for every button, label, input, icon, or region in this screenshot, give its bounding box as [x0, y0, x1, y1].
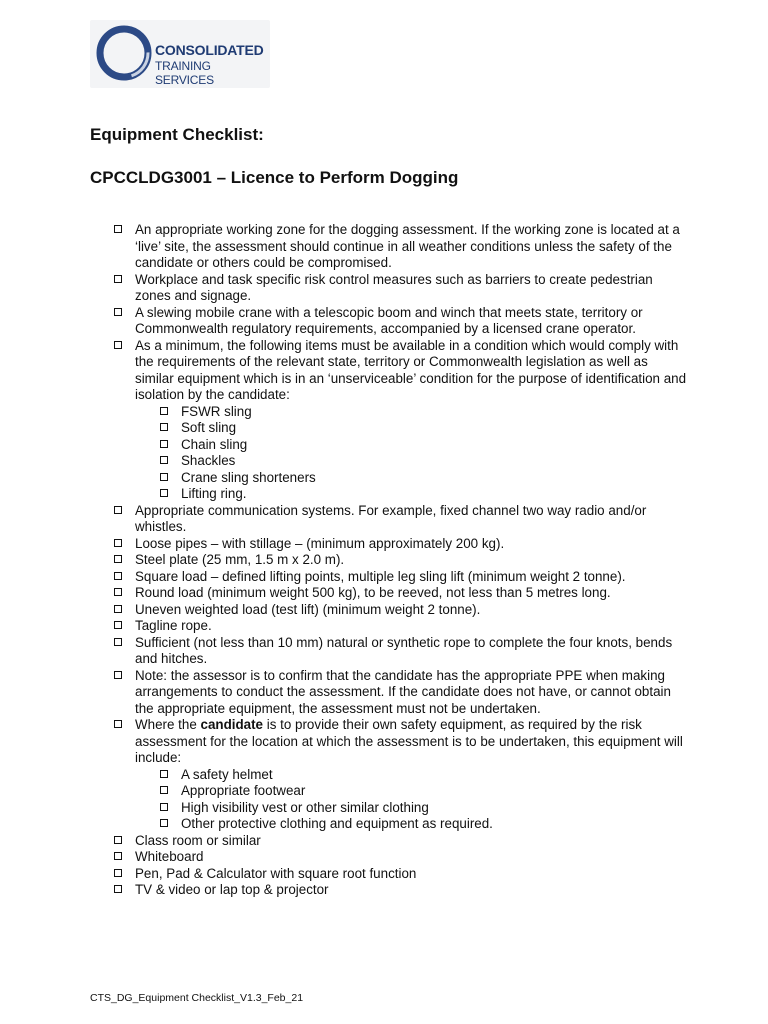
item-text: Uneven weighted load (test lift) (minimum weight 2 tonne). [135, 601, 481, 617]
ring-logo-icon [94, 22, 154, 84]
checklist-subitem [158, 486, 687, 503]
item-text: A safety helmet [181, 766, 273, 782]
checkbox-icon [114, 836, 122, 844]
checkbox-icon [114, 308, 122, 316]
item-text: Sufficient (not less than 10 mm) natural or synthetic rope to complete the four knots, bends and hitches. [135, 634, 673, 666]
page-title: Equipment Checklist: [90, 125, 264, 144]
checkbox-icon [114, 225, 122, 233]
item-text: Whiteboard [135, 849, 204, 864]
checklist-subitem [158, 453, 687, 470]
checkbox-icon [114, 852, 122, 860]
checklist-subitem [158, 404, 687, 421]
checkbox-icon [160, 819, 168, 827]
checklist-item [112, 305, 687, 338]
checkbox-icon [114, 885, 122, 893]
checklist-item [112, 585, 687, 602]
checkbox-icon [160, 489, 168, 497]
checkbox-icon [114, 720, 122, 728]
equipment-checklist [112, 222, 687, 899]
checklist-item [112, 536, 687, 553]
checkbox-icon [114, 605, 122, 613]
checkbox-icon [160, 456, 168, 464]
checklist-item [112, 552, 687, 569]
checklist-item [112, 882, 687, 899]
checkbox-icon [160, 786, 168, 794]
item-text: Loose pipes – with stillage – (minimum approximately 200 kg). [135, 535, 505, 551]
item-text: Note: the assessor is to confirm that the candidate has the appropriate PPE when making arrangements to conduct the assessment. If the candidate does not have, or cannot obtain the appropriate equipment, the assessment must not be undertaken. [135, 667, 671, 716]
item-text: Workplace and task specific risk control measures such as barriers to create pedestrian zones and signage. [135, 271, 653, 303]
checklist-item [112, 866, 687, 883]
checkbox-icon [160, 440, 168, 448]
item-text: Pen, Pad & Calculator with square root function [135, 865, 417, 881]
checklist-item [112, 569, 687, 586]
checkbox-icon [114, 506, 122, 514]
checkbox-icon [160, 407, 168, 415]
checklist-subitem [158, 800, 687, 817]
item-text: Crane sling shorteners [181, 469, 316, 485]
checklist-item [112, 272, 687, 305]
checklist-subitem [158, 470, 687, 487]
item-text: Where the [135, 717, 201, 732]
checkbox-icon [114, 671, 122, 679]
item-text: A slewing mobile crane with a telescopic boom and winch that meets state, territory or Commonwealth regulatory requirements, accompanied by a licensed crane operator. [135, 304, 643, 336]
item-text: As a minimum, the following items must be available in a condition which would comply with the requirements of the relevant state, territory or Commonwealth legislation as well as similar equipment which is in an ‘unserviceable’ condition for the purpose of identification and isolation by the candidate: [135, 337, 687, 402]
item-text: Soft sling [181, 420, 237, 435]
item-text: Round load (minimum weight 500 kg), to be reeved, not less than 5 metres long. [135, 585, 611, 600]
checklist-subitem [158, 437, 687, 454]
checklist-item [112, 668, 687, 718]
checklist-item [112, 833, 687, 850]
checklist-subitem [158, 816, 687, 833]
checkbox-icon [160, 803, 168, 811]
checkbox-icon [114, 588, 122, 596]
item-text: An appropriate working zone for the dogging assessment. If the working zone is located at a ‘live’ site, the assessment should continue in all weather conditions unless the safety of the candidate or others could be compromised. [135, 222, 680, 270]
checklist-item [112, 602, 687, 619]
item-text: High visibility vest or other similar clothing [181, 799, 429, 815]
checkbox-icon [160, 473, 168, 481]
item-text: FSWR sling [181, 403, 252, 419]
item-text: Shackles [181, 453, 236, 468]
checkbox-icon [114, 341, 122, 349]
checkbox-icon [114, 869, 122, 877]
checkbox-icon [114, 275, 122, 283]
item-text: TV & video or lap top & projector [135, 882, 329, 897]
item-text: Tagline rope. [135, 618, 212, 633]
unit-title: CPCCLDG3001 – Licence to Perform Dogging [90, 168, 459, 187]
checklist-item [112, 849, 687, 866]
item-text: Appropriate footwear [181, 783, 306, 798]
item-text: Steel plate (25 mm, 1.5 m x 2.0 m). [135, 552, 345, 567]
checklist-item [112, 717, 687, 767]
checkbox-icon [160, 770, 168, 778]
checklist-subitem [158, 767, 687, 784]
checkbox-icon [114, 539, 122, 547]
logo-line-1: CONSOLIDATED [155, 42, 264, 58]
item-text: Class room or similar [135, 832, 261, 848]
checklist-item [112, 503, 687, 536]
checkbox-icon [114, 555, 122, 563]
checklist-subitem [158, 420, 687, 437]
checkbox-icon [114, 621, 122, 629]
item-text: Square load – defined lifting points, multiple leg sling lift (minimum weight 2 tonne). [135, 568, 626, 584]
document-footer: CTS_DG_Equipment Checklist_V1.3_Feb_21 [90, 992, 304, 1004]
checkbox-icon [160, 423, 168, 431]
checklist-subitem [158, 783, 687, 800]
item-emphasis: candidate [200, 717, 264, 732]
item-text: Lifting ring. [181, 486, 247, 501]
logo-line-2: TRAINING SERVICES [155, 59, 214, 87]
company-logo [90, 20, 270, 88]
item-text: Chain sling [181, 436, 248, 452]
checklist-item [112, 635, 687, 668]
checkbox-icon [114, 638, 122, 646]
item-text: Other protective clothing and equipment as required. [181, 816, 493, 831]
item-text: Appropriate communication systems. For example, fixed channel two way radio and/or whistles. [135, 502, 647, 534]
checklist-item [112, 338, 687, 404]
item-text: is to provide their own safety equipment, as required by the risk assessment for the location at which the assessment is to be undertaken, this equipment will include: [135, 717, 683, 765]
checkbox-icon [114, 572, 122, 580]
checklist-item [112, 618, 687, 635]
checklist-item [112, 222, 687, 272]
